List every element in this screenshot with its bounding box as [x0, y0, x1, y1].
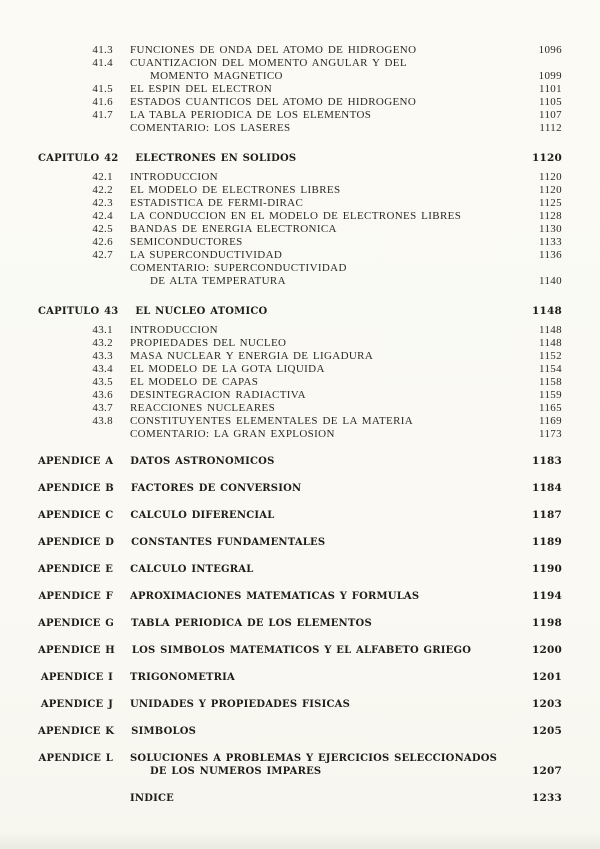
- section-number: 43.5: [92, 376, 113, 388]
- chapter-43-sections: [38, 324, 562, 441]
- appendices: [38, 455, 562, 778]
- section-number: 42.7: [92, 249, 113, 261]
- section-number: 41.5: [92, 83, 113, 95]
- appendix-title: CONSTANTES FUNDAMENTALES: [131, 537, 326, 548]
- page-number: 1096: [538, 44, 562, 56]
- toc-entry: [38, 44, 562, 57]
- section-title: LA TABLA PERIODICA DE LOS ELEMENTOS: [130, 109, 372, 121]
- toc-entry: [38, 389, 562, 402]
- appendix-label: APENDICE B: [38, 483, 114, 494]
- appendix-title: TRIGONOMETRIA: [130, 672, 236, 683]
- page-number: 1207: [531, 765, 562, 777]
- page-number: 1200: [531, 644, 562, 656]
- section-title: INTRODUCCION: [130, 171, 218, 183]
- page-number: 1107: [539, 109, 562, 121]
- section-title: CONSTITUYENTES ELEMENTALES DE LA MATERIA: [130, 415, 414, 427]
- toc-entry: [38, 363, 562, 376]
- toc-entry: [38, 415, 562, 428]
- page-number: 1140: [539, 275, 562, 287]
- page-number: 1194: [531, 590, 562, 602]
- toc-entry: [38, 96, 562, 109]
- index-title: INDICE: [130, 793, 174, 804]
- page-number: 1133: [539, 236, 562, 248]
- page-number: 1201: [531, 671, 562, 683]
- section-title: ESTADOS CUANTICOS DEL ATOMO DE HIDROGENO: [130, 96, 417, 108]
- page-number: 1120: [539, 184, 562, 196]
- toc-entry: [38, 376, 562, 389]
- section-number: 43.3: [92, 350, 113, 362]
- toc-entry: [38, 197, 562, 210]
- page-number: 1125: [539, 197, 562, 209]
- appendix-title: SIMBOLOS: [131, 726, 197, 737]
- section-number: 43.2: [92, 337, 113, 349]
- section-number: 41.3: [92, 44, 113, 56]
- appendix-label: APENDICE K: [38, 726, 115, 737]
- toc-entry: [38, 262, 562, 288]
- page-number: 1183: [531, 455, 562, 467]
- page-number: 1136: [539, 249, 562, 261]
- section-title: COMENTARIO: SUPERCONDUCTIVIDAD DE ALTA TEMPERATURA: [130, 262, 347, 287]
- section-number: 42.5: [92, 223, 113, 235]
- toc-entry: [38, 236, 562, 249]
- chapter-title: ELECTRONES EN SOLIDOS: [135, 153, 297, 164]
- appendix-entry: [38, 725, 562, 738]
- page-number: 1165: [539, 402, 562, 414]
- page-number: 1154: [539, 363, 562, 375]
- page-number: 1233: [531, 792, 562, 804]
- appendix-entry: [38, 752, 562, 778]
- page-number: 1120: [539, 171, 562, 183]
- section-number: 42.4: [92, 210, 113, 222]
- appendix-entry: [38, 590, 562, 603]
- page-number: 1189: [531, 536, 562, 548]
- section-title: EL ESPIN DEL ELECTRON: [130, 83, 273, 95]
- appendix-entry: [38, 644, 562, 657]
- section-title: EL MODELO DE CAPAS: [130, 376, 259, 388]
- page-number: 1169: [539, 415, 562, 427]
- toc-entry: [38, 210, 562, 223]
- toc-entry: [38, 337, 562, 350]
- appendix-title: SOLUCIONES A PROBLEMAS Y EJERCICIOS SELECCIONADOS DE LOS NUMEROS IMPARES: [130, 753, 498, 777]
- appendix-label: APENDICE J: [40, 699, 113, 710]
- page-number: 1130: [539, 223, 562, 235]
- section-title: REACCIONES NUCLEARES: [130, 402, 276, 414]
- appendix-title: APROXIMACIONES MATEMATICAS Y FORMULAS: [130, 591, 420, 602]
- appendix-entry: [38, 671, 562, 684]
- page-number: 1120: [531, 152, 562, 164]
- appendix-entry: [38, 563, 562, 576]
- chapter-heading: [38, 305, 562, 318]
- section-title: BANDAS DE ENERGIA ELECTRONICA: [130, 223, 337, 235]
- page-number: 1148: [539, 337, 562, 349]
- section-title: EL MODELO DE ELECTRONES LIBRES: [130, 184, 341, 196]
- toc-entry: [38, 109, 562, 122]
- page-number: 1128: [539, 210, 562, 222]
- page-number: 1101: [539, 83, 562, 95]
- toc-entry: [38, 122, 562, 135]
- page-number: 1198: [531, 617, 562, 629]
- chapter-label: CAPITULO 43: [38, 306, 119, 317]
- appendix-label: APENDICE A: [38, 456, 114, 467]
- section-number: 43.7: [92, 402, 113, 414]
- appendix-label: APENDICE H: [38, 645, 115, 656]
- section-number: 41.6: [92, 96, 113, 108]
- section-title: PROPIEDADES DEL NUCLEO: [130, 337, 287, 349]
- page-number: 1190: [531, 563, 562, 575]
- appendix-title: UNIDADES Y PROPIEDADES FISICAS: [130, 699, 350, 710]
- chapter-heading: [38, 152, 562, 165]
- appendix-label: APENDICE I: [40, 672, 113, 683]
- toc-entry: [38, 223, 562, 236]
- page-number: 1158: [539, 376, 562, 388]
- page-number: 1148: [539, 324, 562, 336]
- page-number: 1105: [539, 96, 562, 108]
- section-number: 42.6: [92, 236, 113, 248]
- appendix-entry: [38, 617, 562, 630]
- section-number: 41.4: [92, 57, 113, 69]
- appendix-entry: [38, 455, 562, 468]
- section-title: COMENTARIO: LOS LASERES: [130, 122, 291, 134]
- page-number: 1173: [539, 428, 562, 440]
- page-number: 1159: [539, 389, 562, 401]
- section-title: LA SUPERCONDUCTIVIDAD: [130, 249, 283, 261]
- chapter-42-sections: [38, 171, 562, 288]
- section-title: LA CONDUCCION EN EL MODELO DE ELECTRONES LIBRES: [130, 210, 462, 222]
- section-number: 41.7: [92, 109, 113, 121]
- appendix-entry: [38, 698, 562, 711]
- chapter-41-sections: [38, 44, 562, 135]
- appendix-entry: [38, 536, 562, 549]
- toc-entry: [38, 249, 562, 262]
- section-number: 43.8: [92, 415, 113, 427]
- appendix-title: FACTORES DE CONVERSION: [130, 483, 302, 494]
- appendix-title: LOS SIMBOLOS MATEMATICOS Y EL ALFABETO GRIEGO: [131, 645, 472, 656]
- page-number: 1205: [531, 725, 562, 737]
- page-number: 1184: [531, 482, 562, 494]
- chapter-title: EL NUCLEO ATOMICO: [135, 306, 268, 317]
- section-title: ESTADISTICA DE FERMI-DIRAC: [130, 197, 304, 209]
- section-title: CUANTIZACION DEL MOMENTO ANGULAR Y DEL MOMENTO MAGNETICO: [130, 57, 407, 82]
- appendix-label: APENDICE L: [38, 753, 113, 764]
- section-title: COMENTARIO: LA GRAN EXPLOSION: [130, 428, 335, 440]
- page-number: 1099: [538, 70, 562, 82]
- section-number: 43.4: [92, 363, 113, 375]
- page-number: 1148: [531, 305, 562, 317]
- toc-entry: [38, 83, 562, 96]
- appendix-label: APENDICE C: [38, 510, 114, 521]
- section-title: MASA NUCLEAR Y ENERGIA DE LIGADURA: [130, 350, 374, 362]
- section-number: 42.3: [92, 197, 113, 209]
- toc-entry: [38, 402, 562, 415]
- toc-entry: [38, 57, 562, 83]
- section-title: SEMICONDUCTORES: [130, 236, 243, 248]
- chapter-label: CAPITULO 42: [38, 153, 119, 164]
- section-title: EL MODELO DE LA GOTA LIQUIDA: [130, 363, 325, 375]
- toc-entry: [38, 350, 562, 363]
- section-number: 42.1: [92, 171, 113, 183]
- page-number: 1112: [539, 122, 562, 134]
- appendix-title: TABLA PERIODICA DE LOS ELEMENTOS: [131, 618, 372, 629]
- page-number: 1152: [539, 350, 562, 362]
- section-number: 43.6: [92, 389, 113, 401]
- toc-entry: [38, 428, 562, 441]
- appendix-entry: [38, 509, 562, 522]
- toc-entry: [38, 171, 562, 184]
- section-number: 42.2: [92, 184, 113, 196]
- appendix-title: DATOS ASTRONOMICOS: [130, 456, 275, 467]
- section-number: 43.1: [92, 324, 113, 336]
- section-title: DESINTEGRACION RADIACTIVA: [130, 389, 306, 401]
- appendix-entry: [38, 482, 562, 495]
- page-number: 1187: [531, 509, 562, 521]
- toc-entry: [38, 324, 562, 337]
- appendix-label: APENDICE F: [38, 591, 113, 602]
- appendix-label: APENDICE D: [38, 537, 115, 548]
- appendix-title: CALCULO INTEGRAL: [130, 564, 254, 575]
- index-entry: [38, 792, 562, 805]
- appendix-title: CALCULO DIFERENCIAL: [130, 510, 275, 521]
- toc-entry: [38, 184, 562, 197]
- section-title: FUNCIONES DE ONDA DEL ATOMO DE HIDROGENO: [130, 44, 417, 56]
- page-number: 1203: [531, 698, 562, 710]
- section-title: INTRODUCCION: [130, 324, 218, 336]
- appendix-label: APENDICE E: [38, 564, 114, 575]
- appendix-label: APENDICE G: [38, 618, 114, 629]
